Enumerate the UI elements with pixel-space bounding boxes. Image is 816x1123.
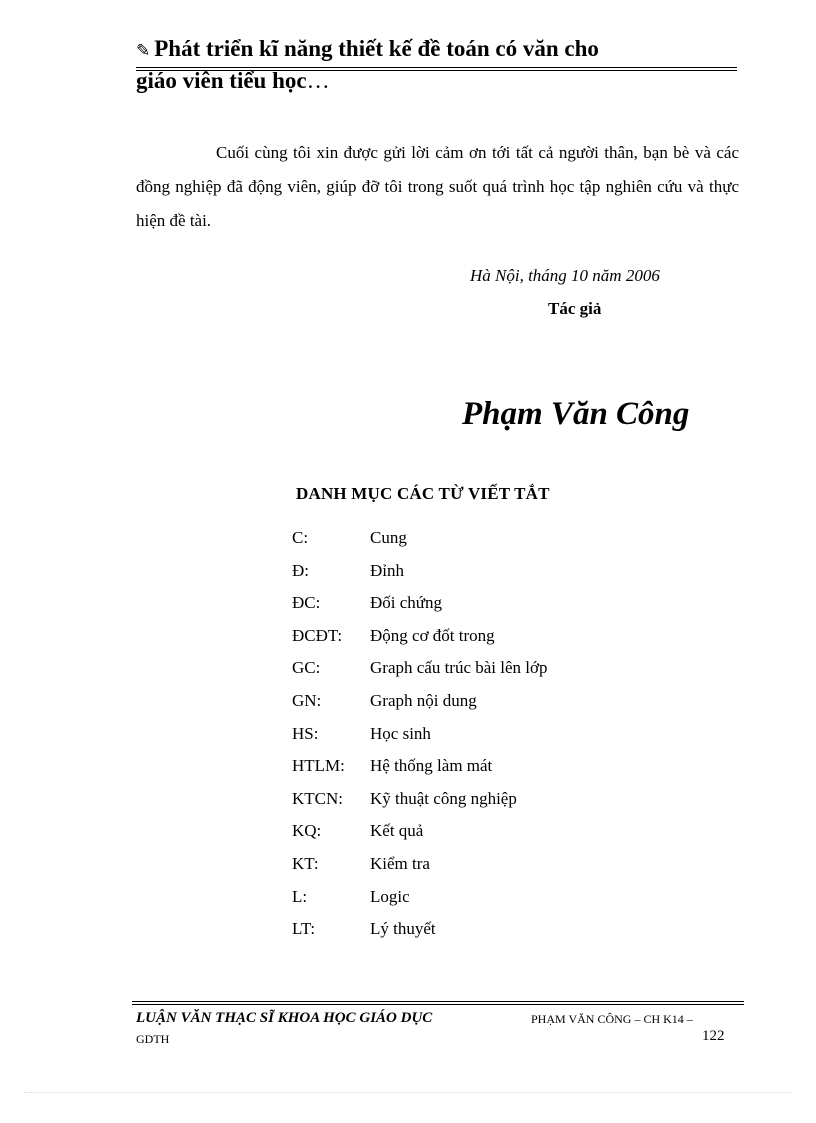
acknowledgement-paragraph: Cuối cùng tôi xin được gửi lời cảm ơn tới tất cả người thân, bạn bè và các đồng nghiệp đã động viên, giúp đỡ tôi trong suốt quá trình học tập nghiên cứu và thực hiện đề tài. xyxy=(136,143,739,230)
abbreviation-code: KT: xyxy=(292,853,319,873)
author-label: Tác giả xyxy=(548,299,602,318)
abbreviation-row xyxy=(292,557,652,590)
pencil-icon: ✎ xyxy=(136,41,151,60)
abbreviation-code: LT: xyxy=(292,919,316,939)
abbreviation-meaning: Hệ thống làm mát xyxy=(370,756,493,776)
footer-rule xyxy=(132,1001,744,1002)
abbreviation-meaning: Kết quả xyxy=(370,821,424,841)
abbreviation-row xyxy=(292,915,652,948)
author-signature: Phạm Văn Công xyxy=(462,396,690,432)
page-edge-divider xyxy=(24,1092,792,1093)
footer-rule-double xyxy=(132,1004,744,1005)
date-place: Hà Nội, tháng 10 năm 2006 xyxy=(470,266,660,285)
header-rule-double xyxy=(136,70,737,71)
abbreviation-code: ĐCĐT: xyxy=(292,625,343,645)
abbreviation-row xyxy=(292,752,652,785)
abbreviation-meaning: Đối chứng xyxy=(370,593,443,613)
abbreviation-row xyxy=(292,622,652,655)
abbreviation-row xyxy=(292,883,652,916)
header-title xyxy=(136,34,736,96)
abbreviation-list xyxy=(292,524,652,948)
abbreviation-meaning: Graph cấu trúc bài lên lớp xyxy=(370,658,548,678)
abbreviation-code: L: xyxy=(292,886,308,906)
header-ellipsis: … xyxy=(306,68,330,93)
abbreviation-meaning: Học sinh xyxy=(370,723,431,743)
abbreviation-code: GC: xyxy=(292,658,321,678)
abbreviation-meaning: Cung xyxy=(370,528,407,547)
abbreviation-list-title: DANH MỤC CÁC TỪ VIẾT TẮT xyxy=(296,484,550,503)
abbreviation-code: HTLM: xyxy=(292,756,345,776)
abbreviation-meaning: Logic xyxy=(370,886,410,906)
abbreviation-row xyxy=(292,850,652,883)
abbreviation-code: C: xyxy=(292,528,309,547)
abbreviation-code: HS: xyxy=(292,723,319,743)
page-number: 122 xyxy=(702,1028,725,1044)
abbreviation-meaning: Động cơ đốt trong xyxy=(370,625,495,645)
abbreviation-row xyxy=(292,687,652,720)
abbreviation-code: Đ: xyxy=(292,560,309,580)
abbreviation-row xyxy=(292,817,652,850)
abbreviation-meaning: Kỹ thuật công nghiệp xyxy=(370,788,517,808)
abbreviation-row xyxy=(292,720,652,753)
abbreviation-code: KTCN: xyxy=(292,788,343,808)
footer-thesis-title: LUẬN VĂN THẠC SĨ KHOA HỌC GIÁO DỤC xyxy=(136,1010,433,1026)
header-title-line1: Phát triển kĩ năng thiết kế đề toán có văn cho xyxy=(154,36,599,61)
abbreviation-row xyxy=(292,654,652,687)
footer-author-class: PHẠM VĂN CÔNG – CH K14 – xyxy=(531,1012,693,1026)
abbreviation-code: ĐC: xyxy=(292,593,321,613)
header-title-line2: giáo viên tiểu học xyxy=(136,68,307,93)
abbreviation-meaning: Đỉnh xyxy=(370,560,404,580)
abbreviation-row xyxy=(292,589,652,622)
abbreviation-row xyxy=(292,785,652,818)
abbreviation-code: KQ: xyxy=(292,821,322,841)
abbreviation-code: GN: xyxy=(292,690,322,710)
footer-department: GDTH xyxy=(136,1032,170,1046)
abbreviation-meaning: Lý thuyết xyxy=(370,919,436,939)
abbreviation-meaning: Graph nội dung xyxy=(370,690,477,710)
abbreviation-meaning: Kiểm tra xyxy=(370,853,430,873)
header-rule xyxy=(136,67,737,68)
abbreviation-row xyxy=(292,524,652,557)
